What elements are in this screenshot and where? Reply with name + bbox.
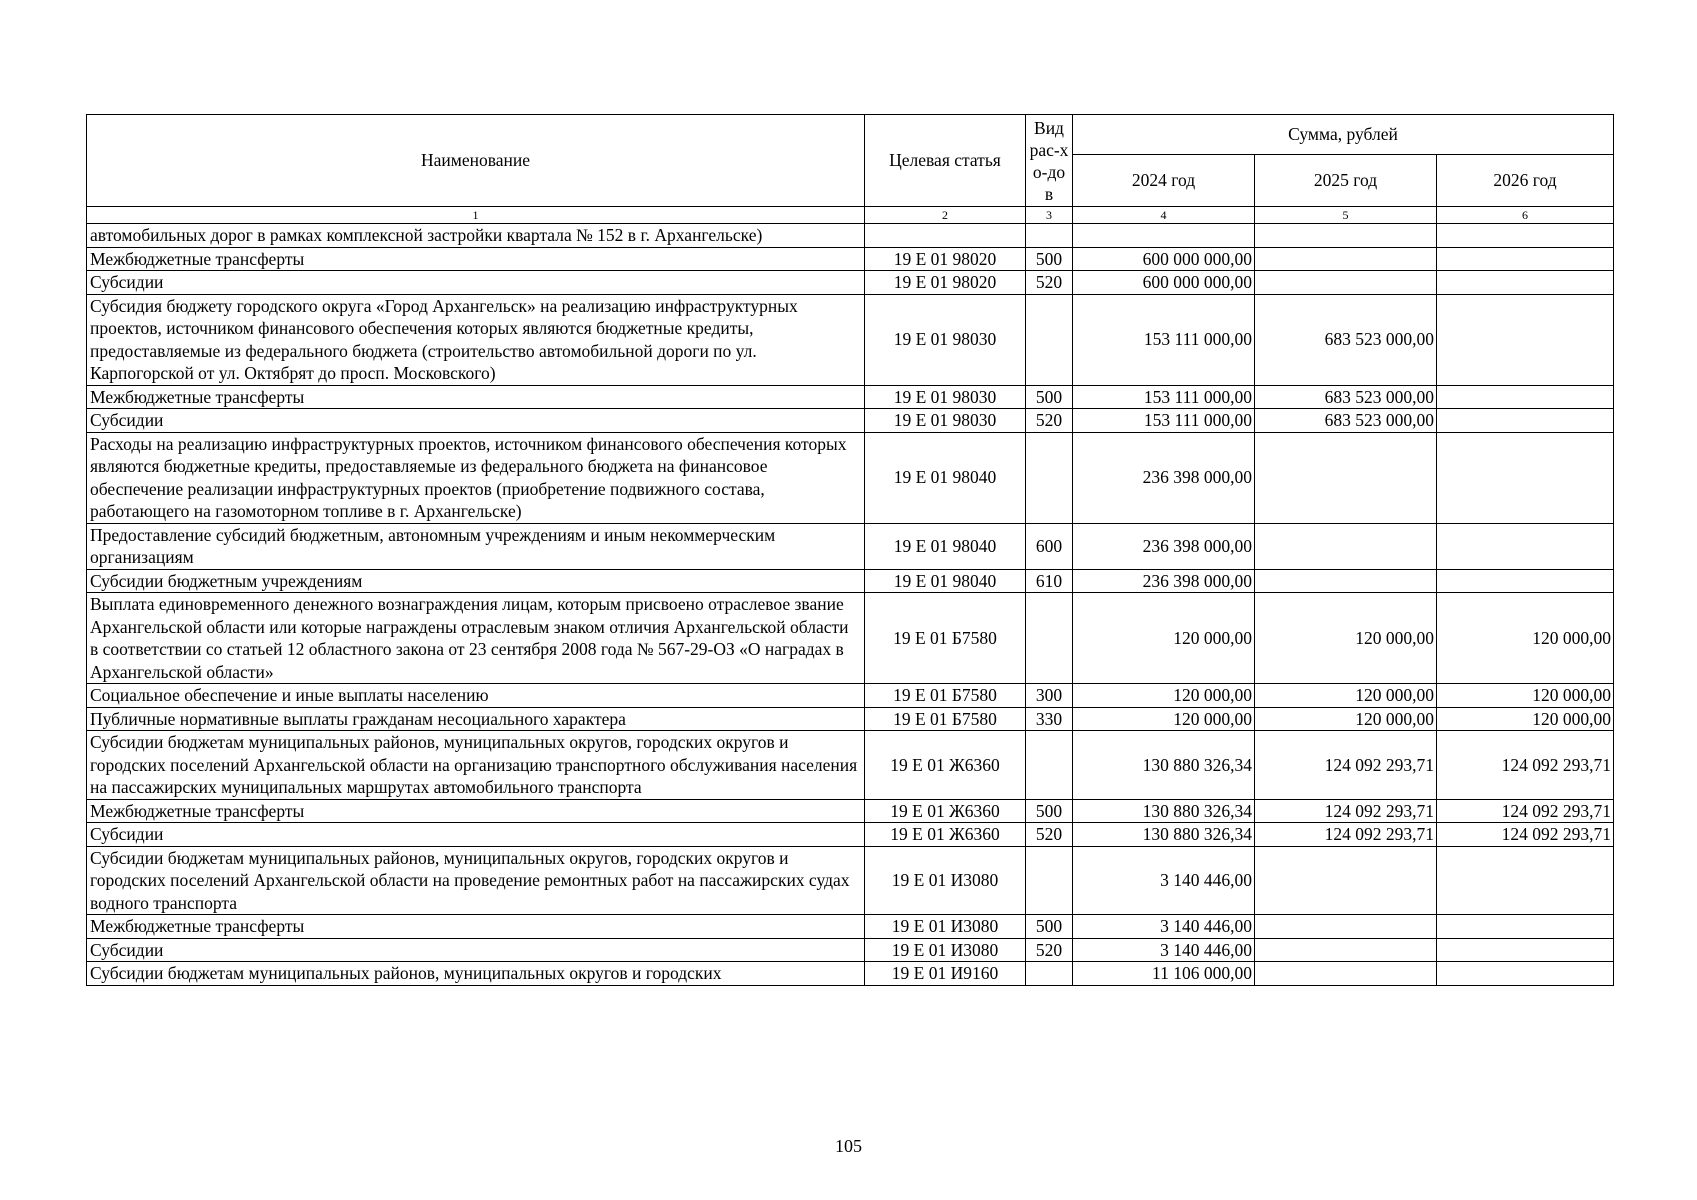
row-sum-2026-cell	[1437, 938, 1614, 962]
row-sum-2024-cell: 11 106 000,00	[1073, 962, 1255, 986]
row-sum-2025-cell: 120 000,00	[1255, 707, 1437, 731]
header-expense-kind	[1026, 115, 1073, 207]
row-sum-2026-cell	[1437, 915, 1614, 939]
row-sum-2025-cell	[1255, 962, 1437, 986]
row-sum-2026-cell: 120 000,00	[1437, 707, 1614, 731]
row-name-cell: автомобильных дорог в рамках комплексной застройки квартала № 152 в г. Архангельске)	[87, 224, 865, 248]
row-name-cell: Расходы на реализацию инфраструктурных проектов, источником финансового обеспечения которых являются бюджетные кредиты, предоставляемые из федерального бюджета на финансовое обеспечение реализации инфраструктурных проектов (приобретение подвижного состава, работающего на газомоторном топливе в г. Архангельске)	[87, 432, 865, 523]
row-sum-2026-cell	[1437, 432, 1614, 523]
row-target-article-cell: 19 Е 01 Ж6360	[865, 823, 1026, 847]
row-sum-2026-cell	[1437, 385, 1614, 409]
row-name-cell: Межбюджетные трансферты	[87, 385, 865, 409]
row-name-cell: Субсидии бюджетам муниципальных районов, муниципальных округов, городских округов и городских поселений Архангельской области на проведение ремонтных работ на пассажирских судах водного транспорта	[87, 846, 865, 915]
row-expense-kind-cell: 500	[1026, 799, 1073, 823]
row-target-article-cell: 19 Е 01 98040	[865, 569, 1026, 593]
row-sum-2025-cell	[1255, 846, 1437, 915]
row-expense-kind-cell: 300	[1026, 684, 1073, 708]
row-expense-kind-cell: 500	[1026, 385, 1073, 409]
row-sum-2024-cell: 236 398 000,00	[1073, 569, 1255, 593]
row-target-article-cell: 19 Е 01 И3080	[865, 915, 1026, 939]
header-year-2025: 2025 год	[1255, 155, 1437, 207]
row-target-article-cell: 19 Е 01 И3080	[865, 846, 1026, 915]
table-row	[87, 846, 1614, 915]
row-expense-kind-cell: 330	[1026, 707, 1073, 731]
row-name-cell: Предоставление субсидий бюджетным, автономным учреждениям и иным некоммерческим организациям	[87, 523, 865, 569]
row-sum-2024-cell: 130 880 326,34	[1073, 799, 1255, 823]
budget-table-sheet	[86, 114, 1613, 986]
row-sum-2026-cell: 124 092 293,71	[1437, 799, 1614, 823]
table-row	[87, 271, 1614, 295]
row-sum-2026-cell	[1437, 409, 1614, 433]
header-year-2026: 2026 год	[1437, 155, 1614, 207]
row-name-cell: Межбюджетные трансферты	[87, 247, 865, 271]
row-target-article-cell	[865, 224, 1026, 248]
row-sum-2024-cell: 600 000 000,00	[1073, 247, 1255, 271]
row-name-cell: Межбюджетные трансферты	[87, 799, 865, 823]
row-sum-2024-cell: 3 140 446,00	[1073, 915, 1255, 939]
row-expense-kind-cell: 610	[1026, 569, 1073, 593]
row-target-article-cell: 19 Е 01 Б7580	[865, 593, 1026, 684]
row-sum-2025-cell	[1255, 224, 1437, 248]
row-target-article-cell: 19 Е 01 Б7580	[865, 707, 1026, 731]
row-target-article-cell: 19 Е 01 98030	[865, 409, 1026, 433]
table-row	[87, 962, 1614, 986]
row-expense-kind-cell	[1026, 962, 1073, 986]
row-target-article-cell: 19 Е 01 98030	[865, 385, 1026, 409]
row-name-cell: Социальное обеспечение и иные выплаты населению	[87, 684, 865, 708]
row-sum-2024-cell: 3 140 446,00	[1073, 846, 1255, 915]
header-sum: Сумма, рублей	[1073, 115, 1614, 155]
row-sum-2026-cell	[1437, 224, 1614, 248]
row-expense-kind-cell: 500	[1026, 915, 1073, 939]
row-expense-kind-cell: 600	[1026, 523, 1073, 569]
header-year-2024: 2024 год	[1073, 155, 1255, 207]
row-name-cell: Субсидии	[87, 823, 865, 847]
row-sum-2026-cell	[1437, 523, 1614, 569]
row-expense-kind-cell	[1026, 846, 1073, 915]
row-sum-2025-cell: 120 000,00	[1255, 593, 1437, 684]
row-sum-2024-cell: 600 000 000,00	[1073, 271, 1255, 295]
row-sum-2025-cell	[1255, 569, 1437, 593]
row-sum-2024-cell: 153 111 000,00	[1073, 294, 1255, 385]
row-sum-2024-cell: 120 000,00	[1073, 707, 1255, 731]
row-name-cell: Субсидии	[87, 271, 865, 295]
row-expense-kind-cell: 520	[1026, 271, 1073, 295]
row-expense-kind-cell	[1026, 593, 1073, 684]
row-sum-2025-cell: 124 092 293,71	[1255, 823, 1437, 847]
row-sum-2024-cell	[1073, 224, 1255, 248]
row-sum-2026-cell: 120 000,00	[1437, 593, 1614, 684]
header-target-article: Целевая статья	[865, 115, 1026, 207]
row-name-cell: Субсидия бюджету городского округа «Город Архангельск» на реализацию инфраструктурных проектов, источником финансового обеспечения которых являются бюджетные кредиты, предоставляемые из федерального бюджета (строительство автомобильной дороги по ул. Карпогорской от ул. Октябрят до просп. Московского)	[87, 294, 865, 385]
column-index-row	[87, 207, 1614, 224]
row-target-article-cell: 19 Е 01 98040	[865, 432, 1026, 523]
row-sum-2026-cell: 120 000,00	[1437, 684, 1614, 708]
row-sum-2026-cell	[1437, 294, 1614, 385]
row-sum-2025-cell	[1255, 247, 1437, 271]
table-row	[87, 432, 1614, 523]
row-name-cell: Субсидии	[87, 938, 865, 962]
row-expense-kind-cell: 520	[1026, 823, 1073, 847]
row-sum-2026-cell	[1437, 962, 1614, 986]
row-target-article-cell: 19 Е 01 98020	[865, 247, 1026, 271]
header-expense-kind-text: Вид рас-хо-дов	[1029, 117, 1069, 204]
table-row	[87, 294, 1614, 385]
row-name-cell: Публичные нормативные выплаты гражданам несоциального характера	[87, 707, 865, 731]
row-sum-2025-cell	[1255, 271, 1437, 295]
row-sum-2024-cell: 130 880 326,34	[1073, 731, 1255, 800]
table-row	[87, 409, 1614, 433]
row-sum-2024-cell: 3 140 446,00	[1073, 938, 1255, 962]
row-sum-2025-cell	[1255, 938, 1437, 962]
column-index: 5	[1255, 207, 1437, 224]
row-expense-kind-cell	[1026, 731, 1073, 800]
row-target-article-cell: 19 Е 01 И9160	[865, 962, 1026, 986]
row-sum-2026-cell: 124 092 293,71	[1437, 731, 1614, 800]
row-name-cell: Выплата единовременного денежного вознаграждения лицам, которым присвоено отраслевое звание Архангельской области или которые награждены отраслевым знаком отличия Архангельской области в соответствии со статьей 12 областного закона от 23 сентября 2008 года № 567-29-ОЗ «О наградах в Архангельской области»	[87, 593, 865, 684]
row-target-article-cell: 19 Е 01 98020	[865, 271, 1026, 295]
column-index: 1	[87, 207, 865, 224]
table-row	[87, 593, 1614, 684]
budget-table	[86, 114, 1614, 986]
row-expense-kind-cell	[1026, 224, 1073, 248]
row-target-article-cell: 19 Е 01 98040	[865, 523, 1026, 569]
table-row	[87, 731, 1614, 800]
table-row	[87, 523, 1614, 569]
row-sum-2024-cell: 153 111 000,00	[1073, 409, 1255, 433]
header-name: Наименование	[87, 115, 865, 207]
row-sum-2025-cell	[1255, 523, 1437, 569]
row-sum-2025-cell: 683 523 000,00	[1255, 409, 1437, 433]
row-name-cell: Субсидии бюджетам муниципальных районов, муниципальных округов, городских округов и городских поселений Архангельской области на организацию транспортного обслуживания населения на пассажирских муниципальных маршрутах автомобильного транспорта	[87, 731, 865, 800]
column-index: 6	[1437, 207, 1614, 224]
row-sum-2024-cell: 130 880 326,34	[1073, 823, 1255, 847]
row-expense-kind-cell	[1026, 294, 1073, 385]
row-sum-2025-cell	[1255, 915, 1437, 939]
row-target-article-cell: 19 Е 01 Б7580	[865, 684, 1026, 708]
row-name-cell: Межбюджетные трансферты	[87, 915, 865, 939]
row-sum-2024-cell: 120 000,00	[1073, 593, 1255, 684]
row-sum-2026-cell	[1437, 846, 1614, 915]
row-sum-2026-cell: 124 092 293,71	[1437, 823, 1614, 847]
row-target-article-cell: 19 Е 01 Ж6360	[865, 731, 1026, 800]
row-sum-2025-cell: 683 523 000,00	[1255, 385, 1437, 409]
table-row	[87, 224, 1614, 248]
row-expense-kind-cell: 500	[1026, 247, 1073, 271]
table-row	[87, 915, 1614, 939]
row-sum-2025-cell: 683 523 000,00	[1255, 294, 1437, 385]
row-expense-kind-cell: 520	[1026, 938, 1073, 962]
table-row	[87, 684, 1614, 708]
row-sum-2026-cell	[1437, 271, 1614, 295]
row-sum-2026-cell	[1437, 247, 1614, 271]
row-sum-2025-cell: 124 092 293,71	[1255, 731, 1437, 800]
row-sum-2024-cell: 153 111 000,00	[1073, 385, 1255, 409]
row-name-cell: Субсидии	[87, 409, 865, 433]
table-row	[87, 823, 1614, 847]
row-target-article-cell: 19 Е 01 Ж6360	[865, 799, 1026, 823]
table-row	[87, 938, 1614, 962]
row-expense-kind-cell	[1026, 432, 1073, 523]
row-sum-2024-cell: 236 398 000,00	[1073, 432, 1255, 523]
table-row	[87, 799, 1614, 823]
row-sum-2025-cell: 120 000,00	[1255, 684, 1437, 708]
column-index: 3	[1026, 207, 1073, 224]
row-name-cell: Субсидии бюджетным учреждениям	[87, 569, 865, 593]
column-index: 4	[1073, 207, 1255, 224]
page-number: 105	[835, 1136, 862, 1156]
row-name-cell: Субсидии бюджетам муниципальных районов, муниципальных округов и городских	[87, 962, 865, 986]
row-sum-2026-cell	[1437, 569, 1614, 593]
table-row	[87, 707, 1614, 731]
table-row	[87, 385, 1614, 409]
column-index: 2	[865, 207, 1026, 224]
row-expense-kind-cell: 520	[1026, 409, 1073, 433]
row-sum-2025-cell	[1255, 432, 1437, 523]
row-target-article-cell: 19 Е 01 И3080	[865, 938, 1026, 962]
table-row	[87, 569, 1614, 593]
table-row	[87, 247, 1614, 271]
row-sum-2024-cell: 236 398 000,00	[1073, 523, 1255, 569]
row-sum-2025-cell: 124 092 293,71	[1255, 799, 1437, 823]
row-sum-2024-cell: 120 000,00	[1073, 684, 1255, 708]
row-target-article-cell: 19 Е 01 98030	[865, 294, 1026, 385]
